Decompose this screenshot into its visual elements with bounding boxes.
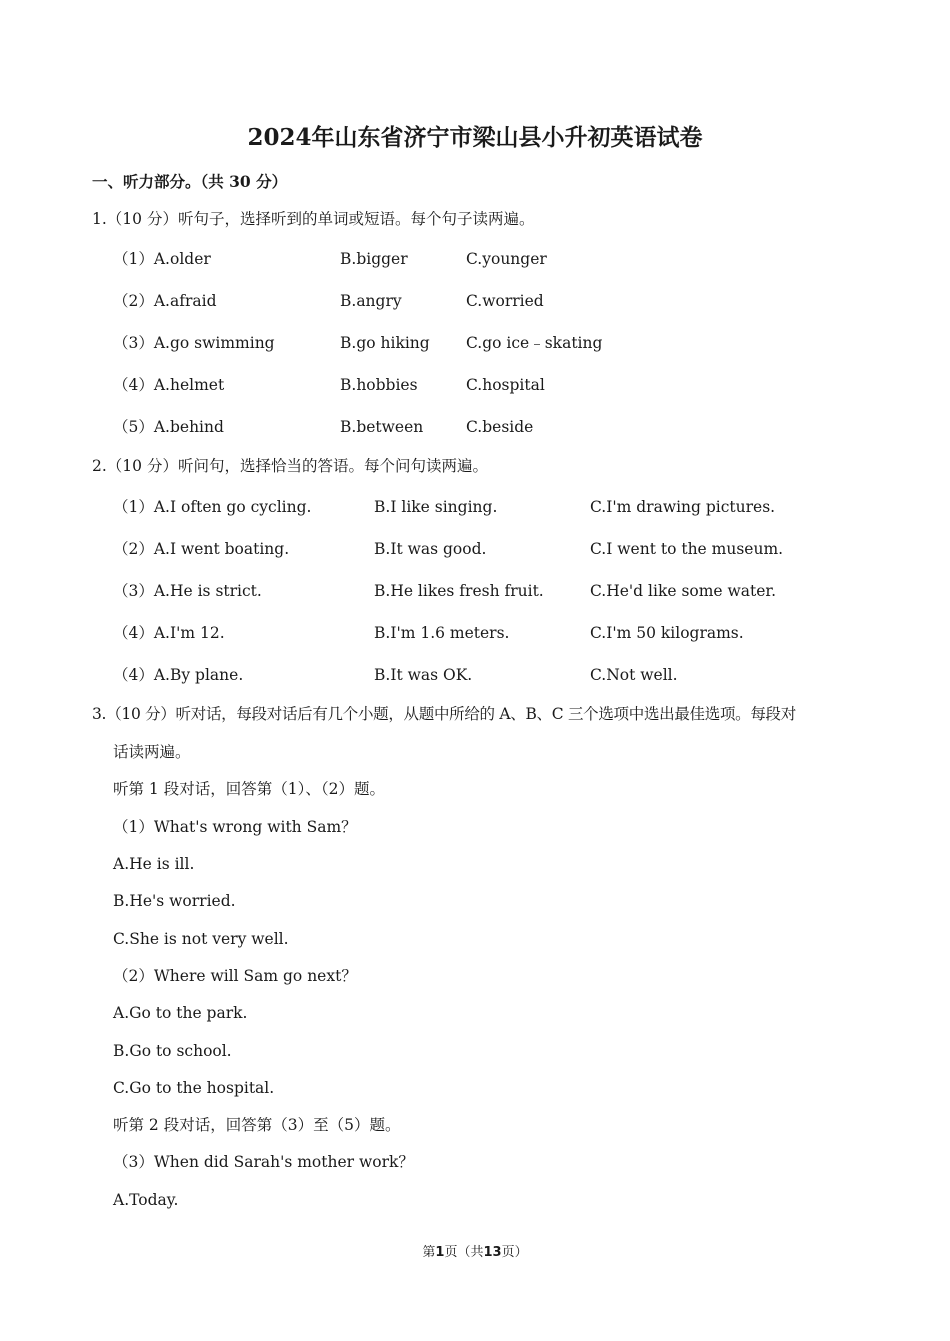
q1-option-b: B.go hiking [340,334,430,352]
answer-option: A.Go to the park. [113,1004,248,1022]
page-footer [0,1243,950,1263]
answer-option: C.She is not very well. [113,930,289,948]
sub-question: （2）Where will Sam go next？ [113,967,357,985]
footer-middle: 页（共 [444,1245,484,1260]
dialogue-instruction: 听第 1 段对话，回答第（1）、（2）题。 [113,780,385,798]
q1-option-a: （4）A.helmet [113,376,225,394]
q1-option-a: （5）A.behind [113,418,224,436]
sub-question: （3）When did Sarah's mother work？ [113,1153,414,1171]
q2-option-a: （3）A.He is strict. [113,582,262,600]
q2-option-b: B.He likes fresh fruit. [374,582,544,600]
q2-option-c: C.I'm drawing pictures. [590,498,776,516]
section-heading: 一、听力部分。（共 30 分） [92,172,288,191]
q2-option-c: C.Not well. [590,666,678,684]
q2-option-a: （1）A.I often go cycling. [113,498,312,516]
question-3-stem-continued: 话读两遍。 [113,743,191,761]
q1-option-b: B.hobbies [340,376,418,394]
question-2-stem: 2.（10 分）听问句，选择恰当的答语。每个问句读两遍。 [92,457,488,475]
answer-option: C.Go to the hospital. [113,1079,275,1097]
q1-option-b: B.between [340,418,424,436]
q1-option-c: C.worried [466,292,544,310]
answer-option: B.Go to school. [113,1042,232,1060]
question-3-stem: 3.（10 分）听对话，每段对话后有几个小题，从题中所给的 A、B、C 三个选项中选出最佳选项。每段对 [92,705,796,723]
q2-option-b: B.It was OK. [374,666,473,684]
q1-option-c: C.beside [466,418,534,436]
dialogue-instruction: 听第 2 段对话，回答第（3）至（5）题。 [113,1116,401,1134]
q1-option-a: （1）A.older [113,250,211,268]
answer-option: A.Today. [113,1191,179,1209]
question-1-stem: 1.（10 分）听句子，选择听到的单词或短语。每个句子读两遍。 [92,210,535,228]
q2-option-b: B.I like singing. [374,498,498,516]
answer-option: A.He is ill. [113,855,195,873]
total-page-count: 13 [483,1245,502,1260]
q1-option-b: B.bigger [340,250,408,268]
q2-option-a: （4）A.By plane. [113,666,244,684]
q2-option-a: （4）A.I'm 12. [113,624,225,642]
q2-option-a: （2）A.I went boating. [113,540,290,558]
answer-option: B.He's worried. [113,892,236,910]
q1-option-a: （2）A.afraid [113,292,217,310]
q1-option-a: （3）A.go swimming [113,334,275,352]
footer-suffix: 页） [501,1245,528,1260]
page-title: 2024年山东省济宁市梁山县小升初英语试卷 [247,124,703,151]
q2-option-c: C.I went to the museum. [590,540,784,558]
sub-question: （1）What's wrong with Sam？ [113,818,357,836]
q2-option-b: B.I'm 1.6 meters. [374,624,510,642]
q1-option-c: C.hospital [466,376,545,394]
q1-option-c: C.go ice﹣skating [466,334,603,352]
q1-option-c: C.younger [466,250,547,268]
current-page-number: 1 [435,1245,445,1260]
footer-prefix: 第 [422,1245,436,1260]
q2-option-c: C.He'd like some water. [590,582,777,600]
q1-option-b: B.angry [340,292,402,310]
q2-option-c: C.I'm 50 kilograms. [590,624,744,642]
q2-option-b: B.It was good. [374,540,487,558]
